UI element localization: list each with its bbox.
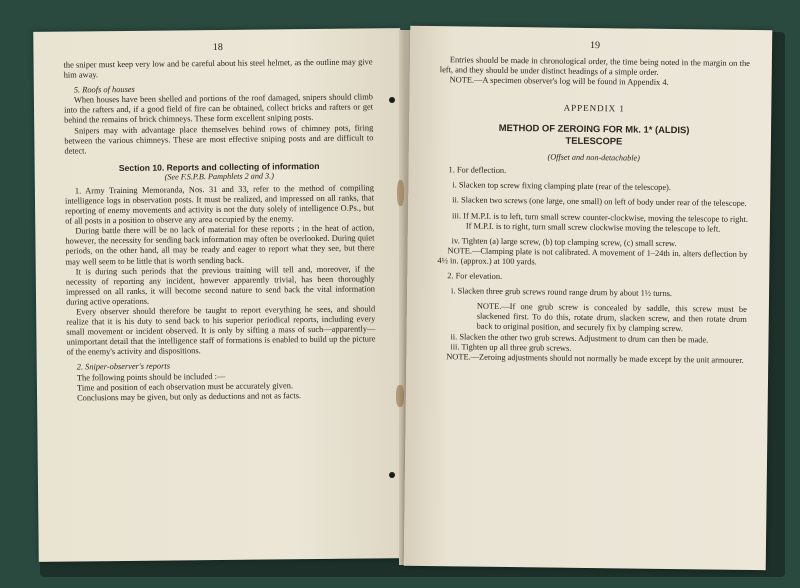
paragraph: The following points should be included :— [76, 371, 226, 383]
staple-hole [389, 472, 395, 478]
list-item: iii. Tighten up all three grub screws. [450, 341, 572, 353]
staple-hole [389, 97, 395, 103]
appendix-title [439, 121, 749, 149]
rust-stain [397, 180, 404, 206]
appendix-subtitle: (Offset and non-detachable) [547, 152, 640, 163]
paragraph: Conclusions may be given, but only as deductions and not as facts. [77, 390, 302, 403]
list-item: ii. Slacken two screws (one large, one small) on left of body under rear of the telescope. [452, 195, 747, 209]
list-item: iv. Tighten (a) large screw, (b) top clamping screw, (c) small screw. [451, 236, 677, 248]
paragraph: Snipers may with advantage place themselves behind rows of chimney pots, firing between the various chimneys. These are most effective sniping posts and are difficult to detect. [64, 122, 374, 156]
paragraph: Every observer should therefore be taught to report everything he sees, and should realize that it is his duty to send back to his superior periodical reports, including every small movement or incident observed. It is only by sifting a mass of such—apparently—unimportant detail that the intelligence staff of formations is enabled to build up the picture of the enemy's activity and dispositions. [66, 304, 376, 357]
list-heading: 2. For elevation. [447, 271, 503, 281]
paragraph: When houses have been shelled and portions of the roof damaged, snipers should climb into the rafters and, if a good field of fire can be obtained, collect bricks and rafters or get behind the remains of brick chimneys. These form excellent sniping posts. [64, 92, 374, 126]
note: NOTE.—Clamping plate is not calibrated. A movement of 1–24th in. alters deflection by 4½ in. (approx.) at 100 yards. [437, 246, 748, 267]
rust-stain [396, 385, 404, 407]
paragraph: 1. Army Training Memoranda, Nos. 31 and 33, refer to the method of compiling intelligence logs in observation posts. It must be realized, and impressed on all ranks, that reporting of enemy movements and activity is not the duty solely of intelligence O.Ps., but of all posts in a position to observe any area occupied by the enemy. [64, 183, 375, 226]
page-number-right: 19 [590, 40, 601, 52]
subheading-roofs: 5. Roofs of houses [73, 85, 135, 95]
left-page [33, 28, 406, 562]
list-heading: 1. For deflection. [448, 165, 507, 176]
right-page [404, 26, 773, 570]
appendix-title-line2: TELESCOPE [565, 134, 623, 147]
paragraph: Time and position of each observation must be accurately given. [76, 380, 293, 393]
list-item: i. Slacken three grub screws round range drum by about 1½ turns. [451, 286, 673, 299]
appendix-heading: APPENDIX 1 [563, 102, 626, 114]
paragraph: Entries should be made in chronological order, the time being noted in the margin on the left, and they should be under distinct headings of a simple order. [439, 55, 750, 77]
section-reference: (See F.S.P.B. Pamphlets 2 and 3.) [164, 171, 274, 182]
section-heading: Section 10. Reports and collecting of information [118, 160, 320, 173]
page-number-left: 18 [212, 41, 223, 54]
note: NOTE.—A specimen observer's log will be found in Appendix 4. [449, 75, 669, 88]
paragraph: It is during such periods that the previous training will tell and, moreover, if the necessity of reporting any incident, however apparently trivial, has been thoroughly impressed on all ranks, it will become second nature to send back the vital information during active operations. [65, 263, 375, 307]
list-item: ii. Slacken the other two grub screws. Adjustment to drum can then be made. [450, 331, 709, 344]
subheading-reports: 2. Sniper-observer's reports [76, 361, 170, 372]
list-item: i. Slacken top screw fixing clamping plate (rear of the telescope). [452, 180, 672, 193]
list-item: iii. If M.P.I. is to left, turn small screw counter-clockwise, moving the telescope to right. If M.P.I. is to right, turn small screw clockwise moving the telescope to left. [451, 210, 749, 234]
note: NOTE.—Zeroing adjustments should not normally be made except by the unit armourer. [446, 351, 744, 365]
paragraph: During battle there will be no lack of material for these reports ; in the heat of action, however, the necessity for sending back information may often be overlooked. During quiet periods, on the other hand, all may be ready and eager to report what they see, but there may well seem to be little that is worth sending back. [65, 223, 375, 267]
note: NOTE.—If one grub screw is concealed by saddle, this screw must be slackened first. To do this, rotate drum, slacken screw, and then rotate drum back to original position, and securely fix by clamping screw. [476, 301, 747, 334]
appendix-title-line1: METHOD OF ZEROING FOR Mk. 1* (ALDIS) [498, 122, 690, 136]
paragraph: the sniper must keep very low and be careful about his steel helmet, as the outline may give him away. [63, 57, 373, 80]
